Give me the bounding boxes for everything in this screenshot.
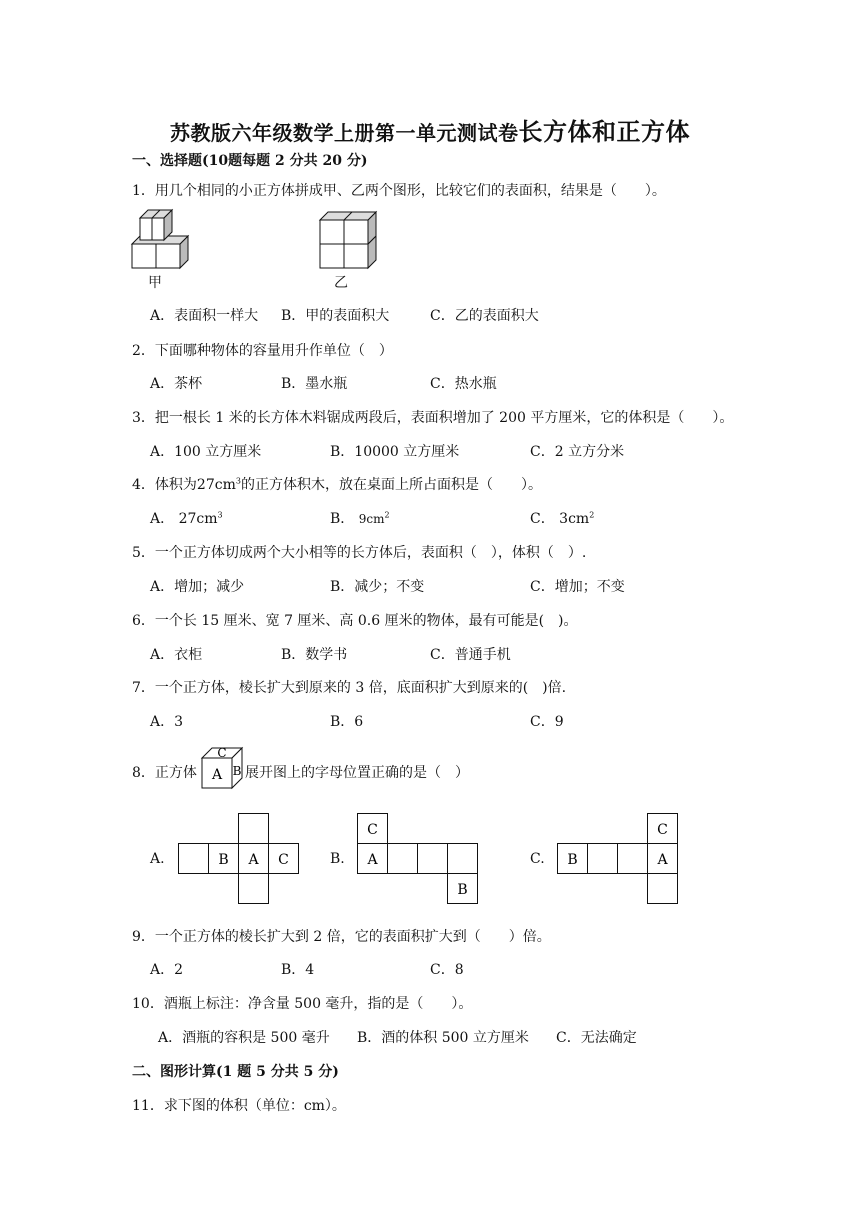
- q4-pre: 4．体积为: [132, 477, 197, 493]
- q7-option-b: B．6: [330, 714, 364, 730]
- q4-a-value: 27cm: [178, 511, 218, 527]
- q4-option-c: [530, 508, 594, 528]
- cube-front-letter: A: [211, 767, 223, 783]
- question-8-post: 展开图上的字母位置正确的是（ ）: [245, 765, 469, 781]
- q9-option-c: C．8: [430, 962, 464, 978]
- question-3: 3．把一根长 1 米的长方体木料锯成两段后，表面积增加了 200 平方厘米，它的体积是（ ）。: [132, 410, 734, 426]
- q4-c-value: 3cm: [559, 511, 590, 527]
- net-a-letter-c: C: [278, 852, 289, 868]
- page-title: [0, 112, 860, 147]
- q10-option-b: B．酒的体积 500 立方厘米: [357, 1030, 529, 1046]
- net-c-letter-c: C: [657, 822, 668, 838]
- q9-option-b: B．4: [281, 962, 315, 978]
- question-2: 2．下面哪种物体的容量用升作单位（ ）: [132, 343, 393, 359]
- q4-option-b: [330, 508, 390, 528]
- net-a-letter-b: B: [218, 852, 229, 868]
- q10-option-a: A．酒瓶的容积是 500 毫升: [158, 1030, 330, 1046]
- q4-b-prefix: B．: [330, 511, 355, 527]
- q9-option-a: A．2: [150, 962, 184, 978]
- q4-a-prefix: A．: [150, 511, 175, 527]
- question-10: 10．酒瓶上标注：净含量 500 毫升，指的是（ ）。: [132, 996, 473, 1012]
- q6-option-a: A．衣柜: [150, 647, 203, 663]
- q3-option-b: B．10000 立方厘米: [330, 444, 460, 460]
- q4-post: 的正方体积木，放在桌面上所占面积是（ ）。: [240, 477, 542, 493]
- question-11: 11．求下图的体积（单位：cm）。: [132, 1098, 346, 1114]
- q2-option-a: A．茶杯: [150, 376, 203, 392]
- title-emphasis: 长方体和正方体: [518, 117, 690, 146]
- q8-option-c-label: C.: [530, 851, 545, 867]
- section-2-heading: 二、图形计算(1 题 5 分共 5 分): [132, 1064, 339, 1080]
- q6-option-b: B．数学书: [281, 647, 348, 663]
- q8-cube-figure: [198, 744, 246, 792]
- q10-option-c: C．无法确定: [556, 1030, 637, 1046]
- q2-option-b: B．墨水瓶: [281, 376, 348, 392]
- q8-net-c: [556, 812, 681, 906]
- cube-side-letter: B: [232, 764, 242, 778]
- q3-option-c: C．2 立方分米: [530, 444, 625, 460]
- q8-net-a: [178, 812, 303, 906]
- q4-a-sup: 3: [217, 510, 223, 520]
- q4-unit: 27cm: [196, 477, 236, 493]
- q4-c-sup: 2: [589, 510, 595, 520]
- q7-option-c: C．9: [530, 714, 564, 730]
- question-9: 9．一个正方体的棱长扩大到 2 倍，它的表面积扩大到（ ）倍。: [132, 929, 551, 945]
- q8-option-a-label: A.: [150, 851, 165, 867]
- label-jia: 甲: [148, 275, 162, 291]
- q1-option-b: B．甲的表面积大: [281, 308, 390, 324]
- q7-option-a: A．3: [150, 714, 184, 730]
- label-yi: 乙: [334, 275, 348, 291]
- section-1-heading: 一、选择题(10题每题 2 分共 20 分): [132, 153, 368, 169]
- q4-sup: 3: [235, 476, 241, 486]
- question-6: 6．一个长 15 厘米、宽 7 厘米、高 0.6 厘米的物体，最有可能是( )。: [132, 613, 578, 629]
- net-c-letter-a: A: [657, 852, 668, 868]
- title-main: 苏教版六年级数学上册第一单元测试卷: [170, 121, 519, 145]
- question-7: 7．一个正方体，棱长扩大到原来的 3 倍，底面积扩大到原来的( )倍.: [132, 680, 567, 696]
- q4-b-value: 9cm: [358, 512, 385, 526]
- q4-c-prefix: C．: [530, 511, 555, 527]
- question-1: 1．用几个相同的小正方体拼成甲、乙两个图形，比较它们的表面积，结果是（ ）。: [132, 183, 666, 199]
- question-8-pre: 8．正方体: [132, 765, 197, 781]
- net-b-letter-a: A: [367, 852, 378, 868]
- q4-b-sup: 2: [384, 510, 390, 520]
- q2-option-c: C．热水瓶: [430, 376, 497, 392]
- q6-option-c: C．普通手机: [430, 647, 511, 663]
- net-a-letter-a: A: [248, 852, 259, 868]
- figure-yi: [316, 204, 386, 294]
- q8-net-b: [356, 812, 481, 906]
- cube-top-letter: C: [217, 746, 227, 760]
- question-5: 5．一个正方体切成两个大小相等的长方体后，表面积（ ），体积（ ）.: [132, 545, 587, 561]
- net-b-letter-b: B: [457, 882, 468, 898]
- q5-option-c: C．增加；不变: [530, 579, 625, 595]
- q8-option-b-label: B.: [330, 851, 345, 867]
- q4-option-a: [150, 508, 223, 528]
- q1-option-a: A．表面积一样大: [150, 308, 259, 324]
- figure-jia: [128, 204, 198, 294]
- q1-option-c: C．乙的表面积大: [430, 308, 539, 324]
- net-c-letter-b: B: [567, 852, 578, 868]
- q5-option-a: A．增加；减少: [150, 579, 245, 595]
- q5-option-b: B．减少；不变: [330, 579, 425, 595]
- net-b-letter-c: C: [367, 822, 378, 838]
- question-4: [132, 474, 542, 494]
- q3-option-a: A．100 立方厘米: [150, 444, 262, 460]
